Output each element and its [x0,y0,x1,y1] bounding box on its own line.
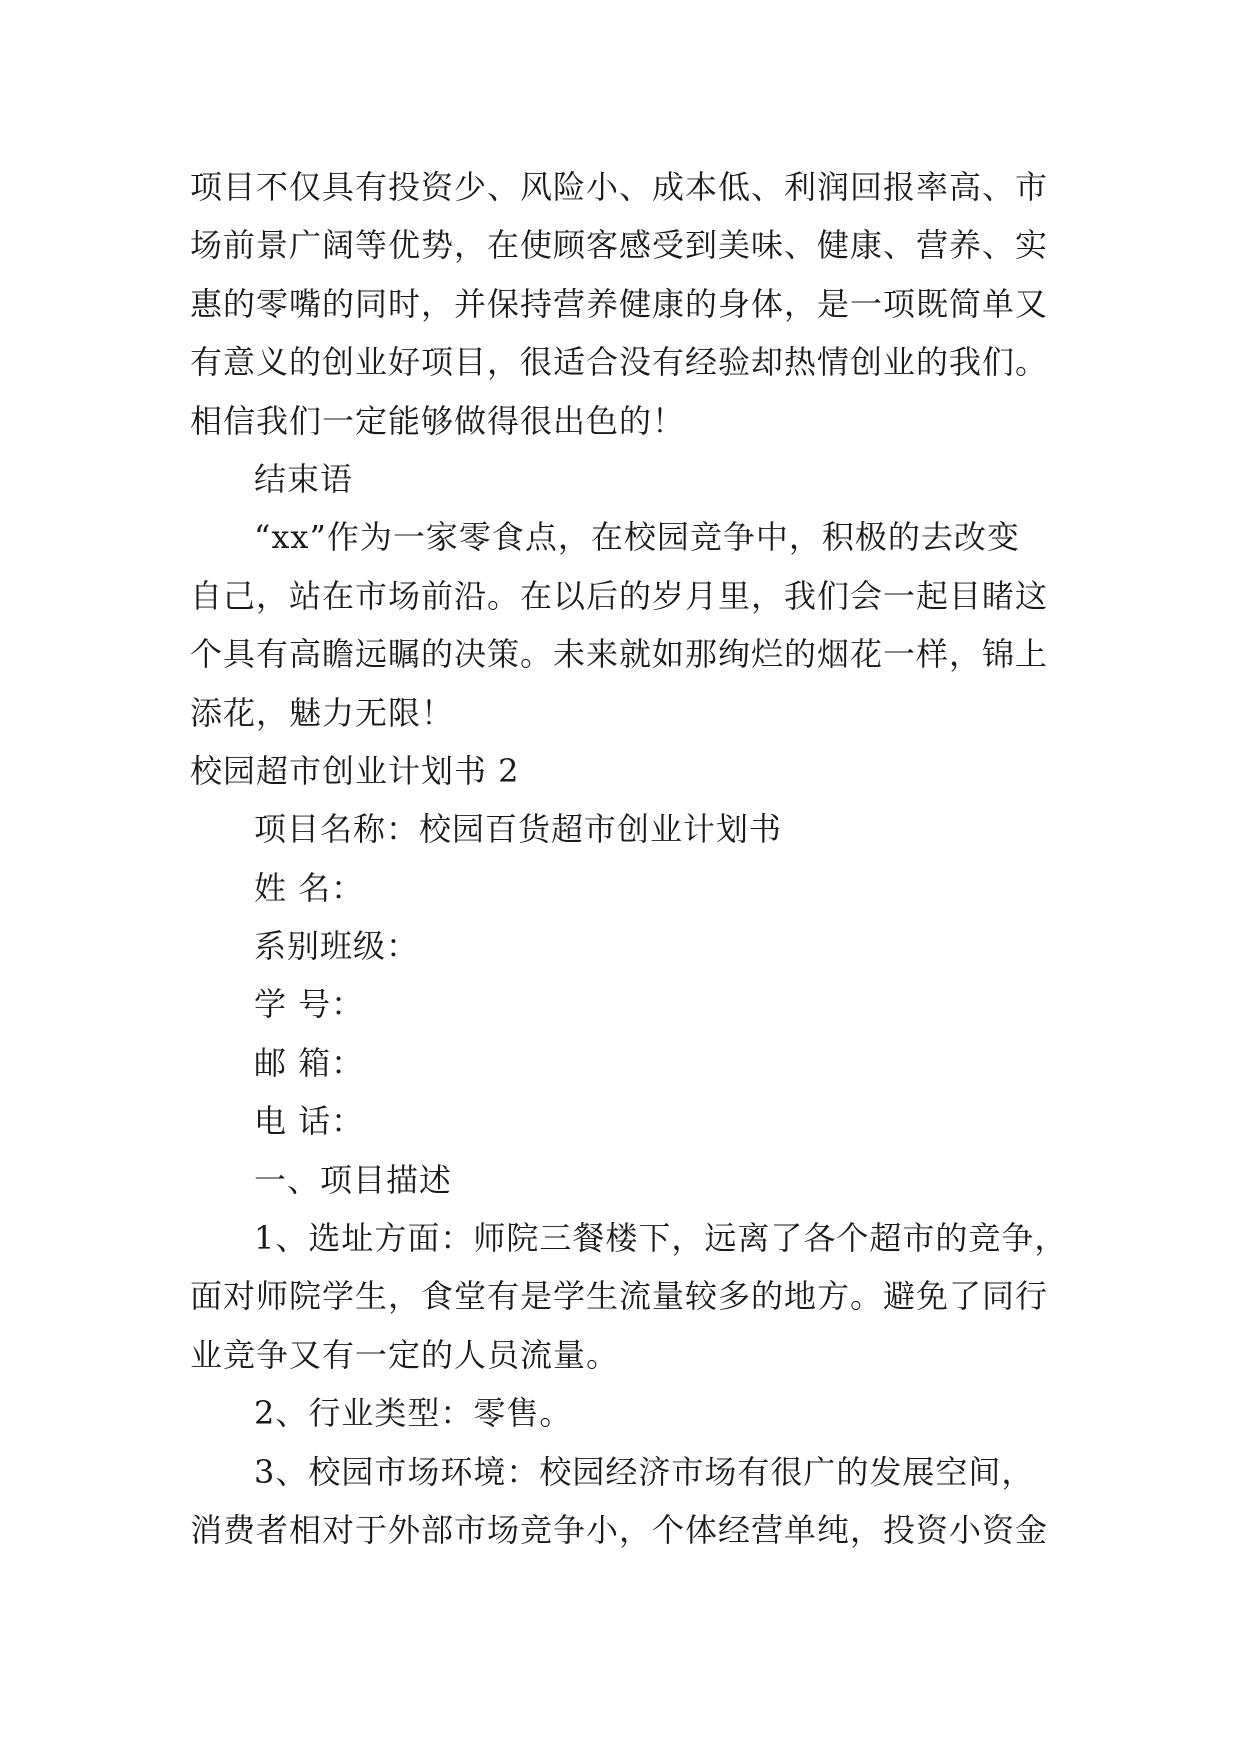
phone-field: 电 话： [254,1102,365,1141]
name-field: 姓 名： [254,868,365,907]
paragraph-line: 3、校园市场环境：校园经济市场有很广的发展空间， [254,1452,1035,1491]
paragraph-line: 1、选址方面：师院三餐楼下，远离了各个超市的竞争， [254,1219,1068,1258]
paragraph-line: 2、行业类型：零售。 [254,1394,573,1433]
section-heading-conclusion: 结束语 [254,459,354,498]
paragraph-line: 个具有高瞻远瞩的决策。未来就如那绚烂的烟花一样，锦上 [190,635,1049,674]
paragraph-line: 有意义的创业好项目，很适合没有经验却热情创业的我们。 [190,343,1049,382]
paragraph-line: 相信我们一定能够做得很出色的！ [190,401,686,440]
paragraph-line: 面对师院学生，食堂有是学生流量较多的地方。避免了同行 [190,1277,1049,1316]
project-name-field: 项目名称：校园百货超市创业计划书 [254,810,783,849]
paragraph-line: 添花，魅力无限！ [190,693,455,732]
section-heading-project-description: 一、项目描述 [254,1160,453,1199]
paragraph-line: 项目不仅具有投资少、风险小、成本低、利润回报率高、市 [190,168,1049,206]
paragraph-line: 业竞争又有一定的人员流量。 [190,1335,620,1374]
email-field: 邮 箱： [254,1043,365,1082]
department-class-field: 系别班级： [254,927,420,966]
document-body [190,158,1068,1559]
paragraph-line: 惠的零嘴的同时，并保持营养健康的身体，是一项既简单又 [190,284,1049,323]
paragraph-line: “xx”作为一家零食点，在校园竞争中，积极的去改变 [254,518,1020,557]
student-id-field: 学 号： [254,985,365,1024]
paragraph-line: 场前景广阔等优势，在使顾客感受到美味、健康、营养、实 [190,226,1049,265]
paragraph-line: 消费者相对于外部市场竞争小，个体经营单纯，投资小资金 [190,1510,1049,1549]
document-title: 校园超市创业计划书 2 [190,751,520,790]
paragraph-line: 自己，站在市场前沿。在以后的岁月里，我们会一起目睹这 [190,576,1049,615]
